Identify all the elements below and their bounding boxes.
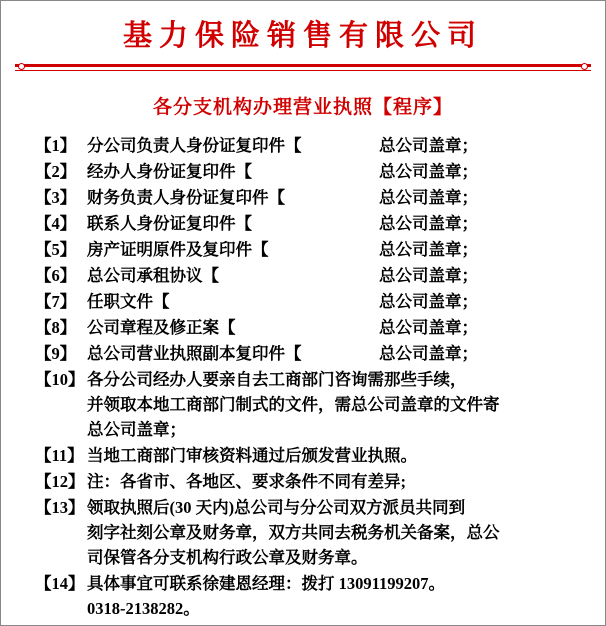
item-number: 【13】 — [35, 498, 85, 517]
item-number: 【2】 — [35, 162, 77, 181]
list-item — [35, 159, 591, 184]
item-line: 司保管各分支机构行政公章及财务章。 — [87, 548, 368, 567]
item-line: 当地工商部门审核资料通过后颁发营业执照。 — [87, 446, 417, 465]
list-item — [35, 263, 591, 288]
item-body — [87, 185, 591, 210]
list-item — [35, 185, 591, 210]
item-text: 经办人身份证复印件【 — [87, 162, 252, 181]
item-line: 刻字社刻公章及财务章，双方共同去税务机关备案，总公 — [87, 523, 500, 542]
item-tail: 总公司盖章； — [379, 292, 478, 311]
item-body — [87, 133, 591, 158]
item-number: 【6】 — [35, 266, 77, 285]
list-item — [35, 211, 591, 236]
item-number: 【8】 — [35, 318, 77, 337]
item-line: 各分公司经办人要亲自去工商部门咨询需那些手续， — [87, 370, 467, 389]
list-item — [35, 341, 591, 366]
item-line: 总公司盖章； — [87, 420, 186, 439]
list-item — [35, 289, 591, 314]
item-body — [87, 159, 591, 184]
divider-dot-left — [18, 63, 25, 70]
item-body — [87, 495, 591, 570]
item-number: 【12】 — [35, 472, 85, 491]
item-line: 并领取本地工商部门制式的文件，需总公司盖章的文件寄 — [87, 395, 500, 414]
list-item — [35, 367, 591, 442]
item-body — [87, 367, 591, 442]
item-text: 房产证明原件及复印件【 — [87, 240, 269, 259]
item-tail: 总公司盖章； — [379, 240, 478, 259]
item-text: 分公司负责人身份证复印件【 — [87, 136, 302, 155]
item-tail: 总公司盖章； — [379, 136, 478, 155]
company-title: 基力保险销售有限公司 — [122, 20, 483, 52]
item-number: 【11】 — [35, 446, 84, 465]
item-line: 注：各省市、各地区、要求条件不同有差异; — [87, 472, 406, 491]
item-number: 【5】 — [35, 240, 77, 259]
list-item — [35, 495, 591, 570]
item-line: 具体事宜可联系徐建恩经理：拨打 13091199207。 — [87, 574, 445, 593]
item-body — [87, 469, 591, 494]
list-item — [35, 443, 591, 468]
item-number: 【14】 — [35, 574, 85, 593]
item-line: 领取执照后(30 天内)总公司与分公司双方派员共同到 — [87, 498, 466, 517]
item-body — [87, 443, 591, 468]
item-tail: 总公司盖章； — [379, 344, 478, 363]
decorative-divider — [15, 64, 591, 78]
item-text: 总公司承租协议【 — [87, 266, 219, 285]
item-number: 【4】 — [35, 214, 77, 233]
item-body — [87, 263, 591, 288]
item-body — [87, 315, 591, 340]
item-number: 【10】 — [35, 370, 85, 389]
item-tail: 总公司盖章； — [379, 188, 478, 207]
item-body — [87, 341, 591, 366]
divider-dot-right — [581, 63, 588, 70]
item-tail: 总公司盖章； — [379, 266, 478, 285]
list-item — [35, 315, 591, 340]
item-number: 【7】 — [35, 292, 77, 311]
item-body — [87, 289, 591, 314]
list-item — [35, 133, 591, 158]
item-number: 【1】 — [35, 136, 77, 155]
item-tail: 总公司盖章； — [379, 318, 478, 337]
divider-thin-line — [15, 70, 591, 71]
item-body — [87, 237, 591, 262]
item-body — [87, 571, 591, 621]
item-number: 【9】 — [35, 344, 77, 363]
item-number: 【3】 — [35, 188, 77, 207]
list-item — [35, 469, 591, 494]
item-text: 任职文件【 — [87, 292, 170, 311]
list-item — [35, 237, 591, 262]
item-text: 公司章程及修正案【 — [87, 318, 236, 337]
procedure-list — [1, 133, 605, 621]
item-tail: 总公司盖章； — [379, 214, 478, 233]
item-text: 联系人身份证复印件【 — [87, 214, 252, 233]
item-line: 0318-2138282。 — [87, 599, 200, 618]
item-body — [87, 211, 591, 236]
list-item — [35, 571, 591, 621]
divider-thick-line — [15, 64, 591, 67]
page-title: 各分支机构办理营业执照【程序】 — [152, 97, 453, 118]
item-tail: 总公司盖章； — [379, 162, 478, 181]
item-text: 总公司营业执照副本复印件【 — [87, 344, 302, 363]
item-text: 财务负责人身份证复印件【 — [87, 188, 285, 207]
